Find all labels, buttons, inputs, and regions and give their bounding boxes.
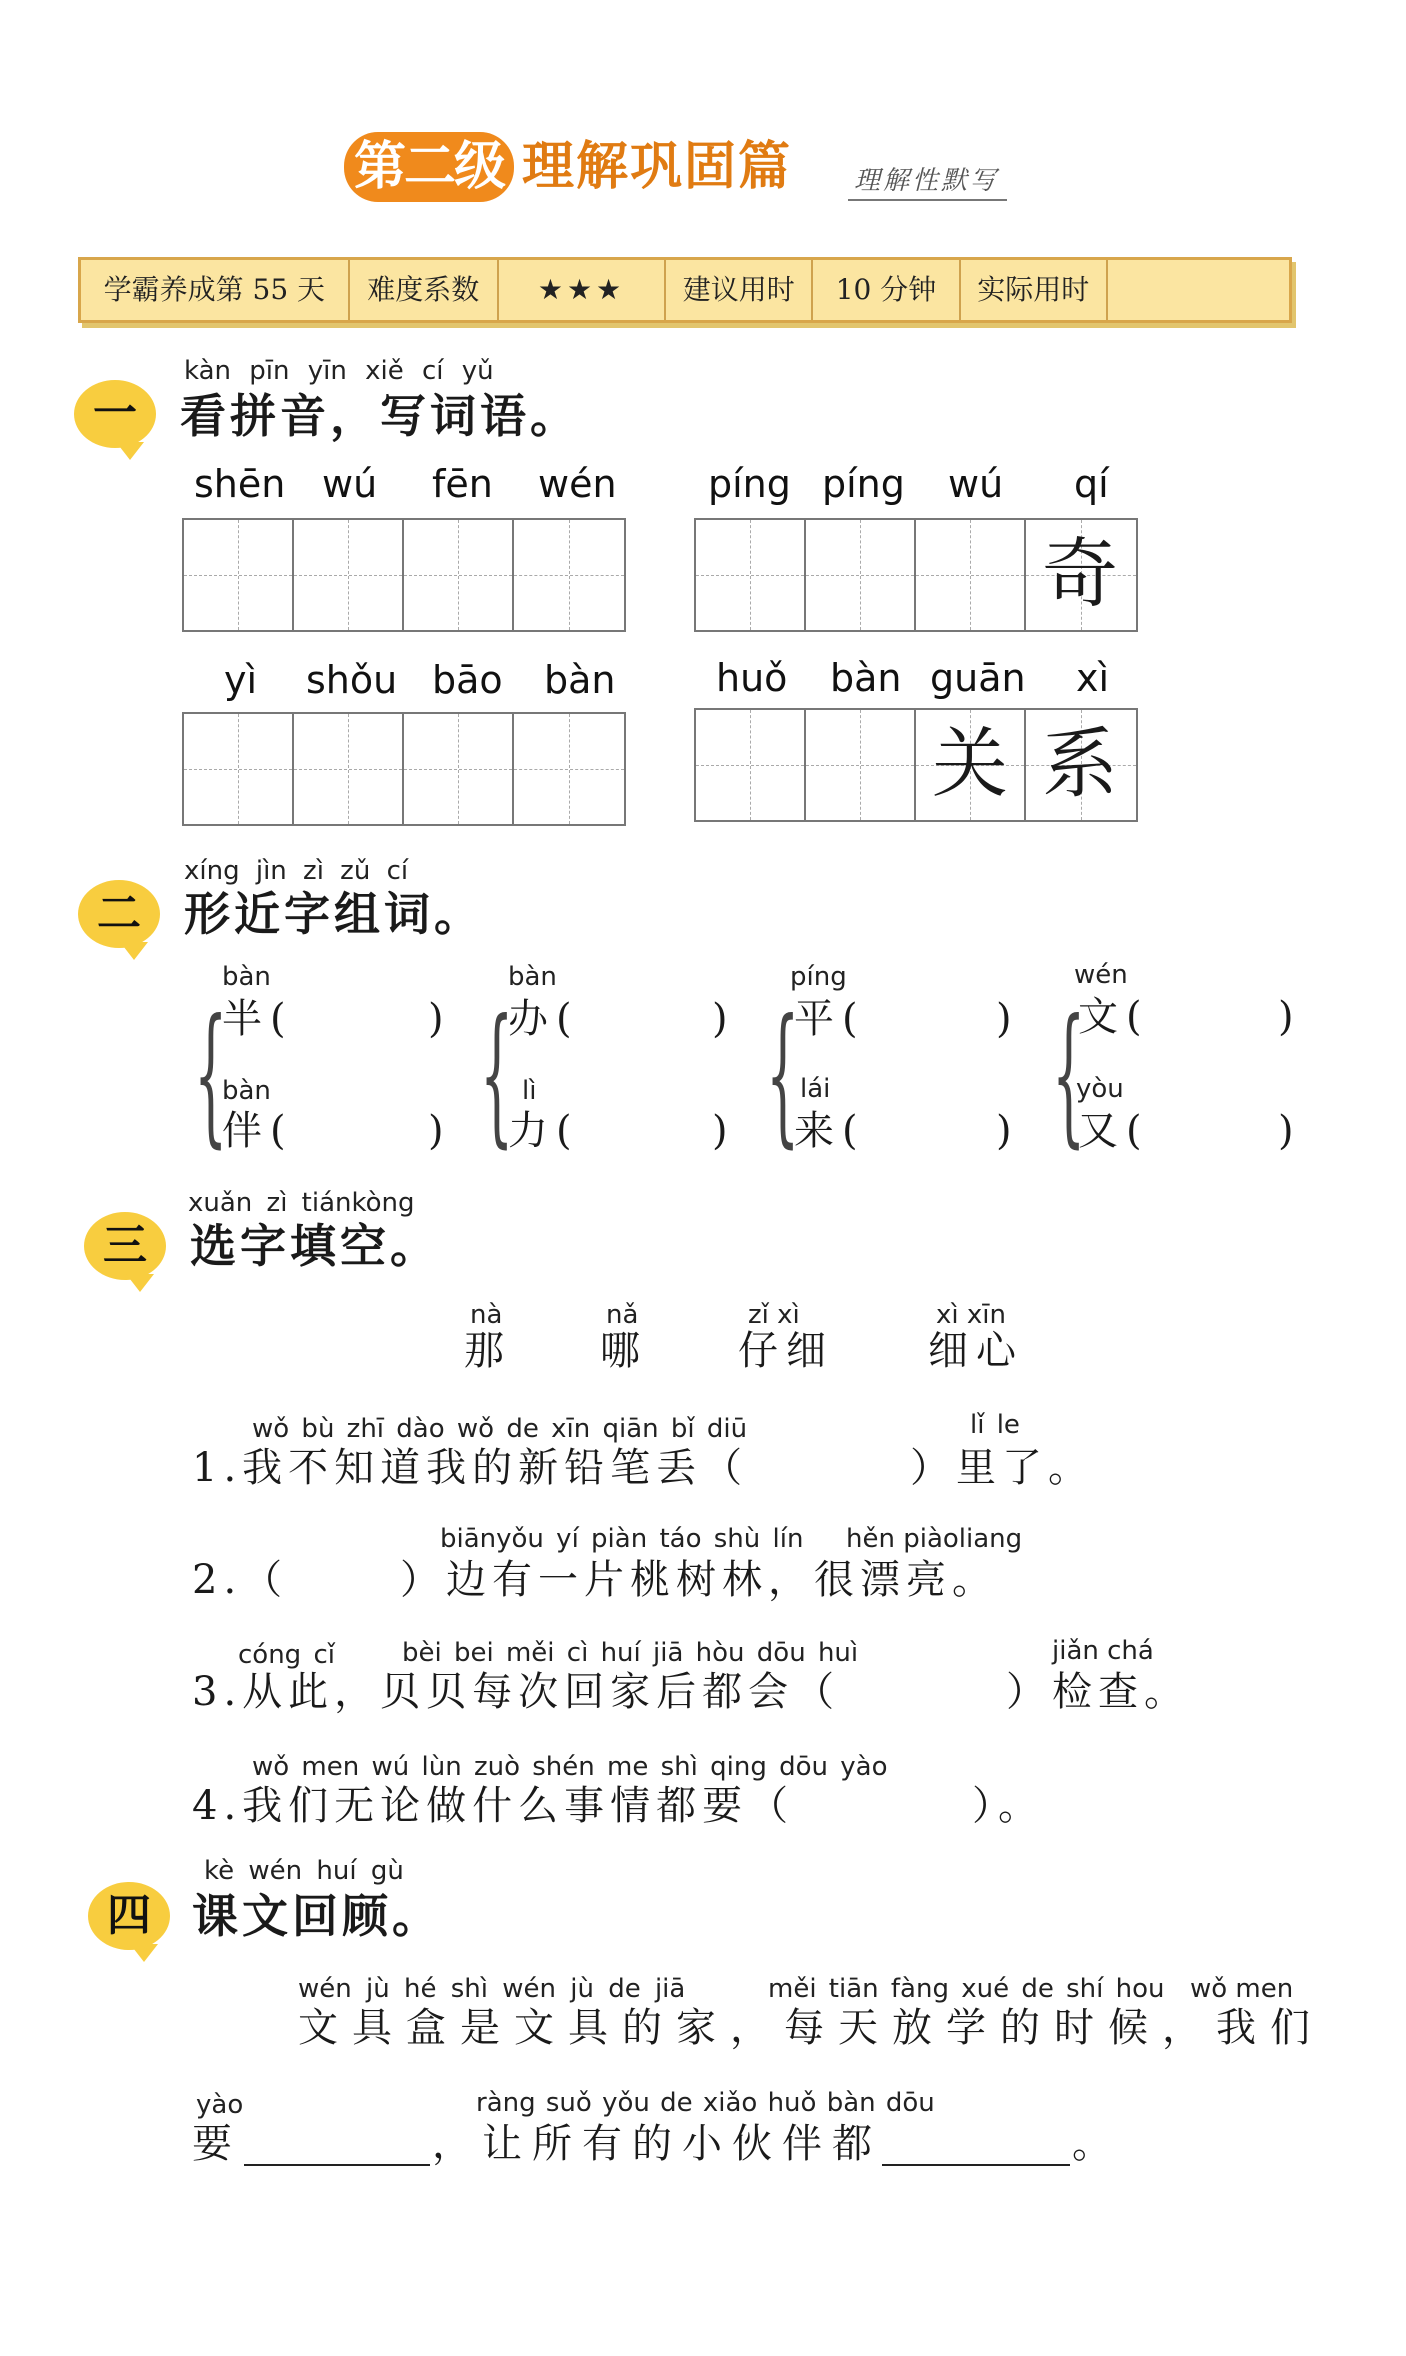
pair-2-bot-answer[interactable] <box>586 1110 706 1154</box>
info-actual-label: 实际用时 <box>961 260 1108 320</box>
pair-3-bot-char: 来 <box>794 1108 836 1154</box>
brace-icon: { <box>480 988 514 1162</box>
brace-icon: { <box>766 988 800 1162</box>
s4-line1-text: 文具盒是文具的家，每天放学的时候，我们 <box>298 2005 1324 2051</box>
pair-1-bot-char: 伴 <box>222 1108 264 1154</box>
item-3-text-b: ）检查。 <box>1006 1669 1190 1715</box>
s1-g3-py-3: bāo <box>432 658 503 702</box>
s1-g4-py-1: huǒ <box>716 656 788 700</box>
writing-cell[interactable] <box>184 520 294 630</box>
pair-2-top-answer[interactable] <box>586 998 706 1042</box>
pair-1-top-py: bàn <box>222 962 271 992</box>
item-1-pinyin-a: wǒ bù zhī dào wǒ de xīn qiān bǐ diū <box>252 1414 748 1444</box>
pair-2-top-py: bàn <box>508 962 557 992</box>
s4-line1-pinyin-a: wén jù hé shì wén jù de jiā <box>298 1974 686 2004</box>
level-badge-text: 第二级 <box>353 137 504 197</box>
brace-icon: { <box>194 988 228 1162</box>
writing-cell[interactable] <box>514 714 624 824</box>
info-suggest-time: 10 分钟 <box>813 260 960 320</box>
s1-g3-py-1: yì <box>224 658 258 702</box>
option-4-py: xì xīn <box>936 1300 1006 1330</box>
info-actual-time[interactable] <box>1108 260 1289 320</box>
section-4-bubble: 四 <box>88 1882 170 1950</box>
pair-3-bot-py: lái <box>800 1074 831 1104</box>
page-subtitle: 理解性默写 <box>848 160 1007 201</box>
brace-icon: { <box>1052 988 1086 1162</box>
item-2-pinyin-a: biānyǒu yí piàn táo shù lín <box>440 1524 804 1554</box>
section-2-bubble: 二 <box>78 880 160 948</box>
writing-cell: 系 <box>1026 710 1136 820</box>
section-3-bubble: 三 <box>84 1212 166 1280</box>
s1-g1-writing-grid[interactable] <box>182 518 626 632</box>
item-2-text-b: ）边有一片桃树林，很漂亮。 <box>400 1557 998 1603</box>
writing-cell[interactable] <box>184 714 294 824</box>
item-4-text-a: 4.我们无论做什么事情都要（ <box>192 1783 795 1829</box>
item-3-pinyin-a: cóng cǐ <box>238 1640 335 1670</box>
pair-3-top-py: píng <box>790 962 847 992</box>
writing-cell[interactable] <box>916 520 1026 630</box>
writing-cell[interactable] <box>696 710 806 820</box>
pair-4-top-py: wén <box>1074 960 1128 990</box>
item-1-answer[interactable] <box>780 1446 910 1492</box>
pair-2-bot-char: 力 <box>508 1108 550 1154</box>
s1-g3-py-4: bàn <box>544 658 616 702</box>
pair-1-top-char: 半 <box>222 996 264 1042</box>
writing-cell[interactable] <box>294 520 404 630</box>
s1-g4-writing-grid[interactable] <box>694 708 1138 822</box>
s4-line1-pinyin-b: měi tiān fàng xué de shí hou <box>768 1974 1165 2004</box>
page-title: 理解巩固篇 <box>522 137 793 197</box>
s1-g1-py-2: wú <box>322 462 378 506</box>
section-2-title-pinyin: xíng jìn zì zǔ cí <box>184 856 409 886</box>
s1-g3-writing-grid[interactable] <box>182 712 626 826</box>
pair-1-top-answer[interactable] <box>300 998 420 1042</box>
item-2-answer[interactable] <box>280 1558 400 1604</box>
pair-2-bot-py: lì <box>522 1076 537 1106</box>
pair-4-top-answer[interactable] <box>1156 996 1276 1040</box>
pair-4-bot-answer[interactable] <box>1156 1110 1276 1154</box>
writing-cell[interactable] <box>806 520 916 630</box>
option-1: 那 <box>464 1328 512 1374</box>
s1-g2-py-3: wú <box>948 462 1004 506</box>
pair-3-top-answer[interactable] <box>872 998 992 1042</box>
item-4-answer[interactable] <box>840 1784 970 1830</box>
s1-g1-py-3: fēn <box>432 462 493 506</box>
item-2-pinyin-b: hěn piàoliang <box>846 1524 1023 1554</box>
info-suggest-label: 建议用时 <box>666 260 813 320</box>
section-3-title-pinyin: xuǎn zì tiánkòng <box>188 1188 415 1218</box>
level-badge <box>344 132 514 202</box>
s1-g4-py-2: bàn <box>830 656 902 700</box>
writing-cell[interactable] <box>404 714 514 824</box>
s4-line2-text-a: 要 <box>192 2121 238 2167</box>
option-2: 哪 <box>600 1328 648 1374</box>
writing-cell: 奇 <box>1026 520 1136 630</box>
s4-line2-pinyin-b: ràng suǒ yǒu de xiǎo huǒ bàn dōu <box>476 2088 935 2118</box>
option-3: 仔细 <box>738 1328 834 1374</box>
pair-2-top-char: 办 <box>508 996 550 1042</box>
s4-blank-2[interactable] <box>882 2120 1070 2166</box>
info-difficulty-label: 难度系数 <box>350 260 499 320</box>
pair-3-top-char: 平 <box>794 996 836 1042</box>
s4-line2-text-b: ，让所有的小伙伴都 <box>432 2121 882 2167</box>
item-4-pinyin-a: wǒ men wú lùn zuò shén me shì qing dōu yào <box>252 1752 888 1782</box>
writing-cell[interactable] <box>806 710 916 820</box>
s4-line2-text-c: 。 <box>1072 2121 1118 2167</box>
option-2-py: nǎ <box>606 1300 639 1330</box>
s1-g3-py-2: shǒu <box>306 658 398 702</box>
s4-line2-pinyin-a: yào <box>196 2090 244 2120</box>
s1-g1-py-4: wén <box>538 462 617 506</box>
writing-cell[interactable] <box>514 520 624 630</box>
section-2-title: 形近字组词。 <box>184 887 484 941</box>
pair-1-bot-py: bàn <box>222 1076 271 1106</box>
item-4-text-b: ）。 <box>972 1783 1044 1829</box>
item-1-text-a: 1.我不知道我的新铅笔丢（ <box>192 1445 749 1491</box>
section-1-bubble: 一 <box>74 380 156 448</box>
info-bar <box>78 257 1292 323</box>
s1-g2-py-1: píng <box>708 462 791 506</box>
pair-1-bot-answer[interactable] <box>300 1110 420 1154</box>
pair-4-bot-char: 又 <box>1078 1108 1120 1154</box>
item-1-pinyin-b: lǐ le <box>970 1410 1020 1440</box>
section-4-title: 课文回顾。 <box>192 1889 442 1943</box>
item-3-pinyin-b: bèi bei měi cì huí jiā hòu dōu huì <box>402 1638 859 1668</box>
section-4-title-pinyin: kè wén huí gù <box>204 1856 404 1886</box>
s4-blank-1[interactable] <box>244 2120 430 2166</box>
writing-cell[interactable] <box>404 520 514 630</box>
s4-line1-pinyin-c: wǒ men <box>1190 1974 1294 2004</box>
writing-cell[interactable] <box>696 520 806 630</box>
s1-g2-py-2: píng <box>822 462 905 506</box>
section-1-title-pinyin: kàn pīn yīn xiě cí yǔ <box>184 356 494 386</box>
pair-3-bot-answer[interactable] <box>872 1110 992 1154</box>
item-3-pinyin-c: jiǎn chá <box>1052 1636 1154 1666</box>
writing-cell: 关 <box>916 710 1026 820</box>
s1-g2-writing-grid[interactable] <box>694 518 1138 632</box>
section-3-title: 选字填空。 <box>190 1219 440 1273</box>
option-1-py: nà <box>470 1300 503 1330</box>
option-4: 细心 <box>928 1328 1024 1374</box>
writing-cell[interactable] <box>294 714 404 824</box>
pair-4-bot-py: yòu <box>1076 1074 1124 1104</box>
pair-4-top-char: 文 <box>1078 994 1120 1040</box>
option-3-py: zǐ xì <box>748 1300 800 1330</box>
info-difficulty-stars: ★★★ <box>499 260 666 320</box>
s1-g4-py-3: guān <box>930 656 1026 700</box>
item-3-text-a: 3.从此，贝贝每次回家后都会（ <box>192 1669 841 1715</box>
info-day: 学霸养成第 55 天 <box>81 260 350 320</box>
s1-g2-py-4: qí <box>1074 462 1109 506</box>
s1-g1-py-1: shēn <box>194 462 286 506</box>
item-1-text-b: ）里了。 <box>910 1445 1094 1491</box>
item-3-answer[interactable] <box>880 1670 1010 1716</box>
s1-g4-py-4: xì <box>1076 656 1110 700</box>
section-1-title: 看拼音，写词语。 <box>180 389 580 443</box>
item-2-text-a: 2.（ <box>192 1557 289 1603</box>
